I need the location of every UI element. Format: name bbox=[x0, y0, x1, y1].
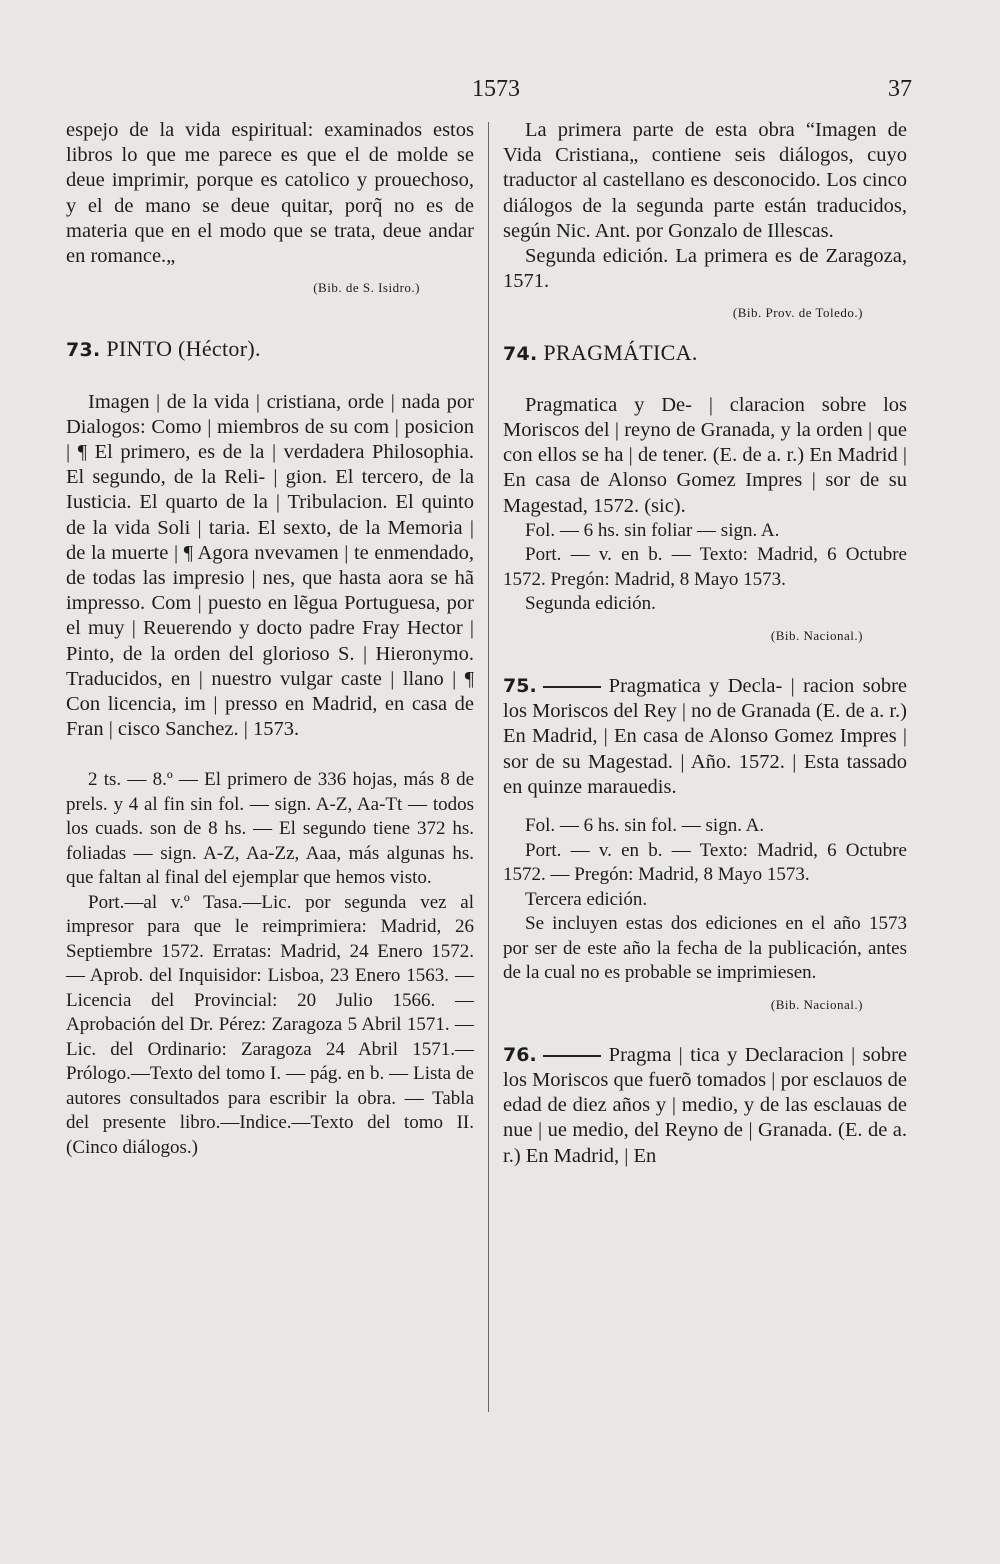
entry-73-description: 2 ts. — 8.º — El primero de 336 hojas, más 8 de prels. y 4 al fin sin fol. — sign. A-Z, Aa-Tt — todos los cuads. son de 8 hs. — El segundo tiene 372 hs. foliadas — sign. A-Z, Aa-Zz, Aaa, más algunas hs. que faltan al final del ejemplar que hemos visto. bbox=[66, 769, 474, 889]
entry-74-source: (Bib. Nacional.) bbox=[770, 627, 863, 643]
entry-74-number: 74. bbox=[503, 342, 538, 365]
entry-74-folio: Fol. — 6 hs. sin foliar — sign. A. bbox=[525, 519, 780, 541]
left-intro-source: (Bib. de S. Isidro.) bbox=[313, 280, 420, 296]
entry-73-title: Imagen | de la vida | cristiana, orde | nada por Dialogos: Como | miembros de su com | posicion | ¶ El primero, es de la | verdadera Philosophia. El segundo, de la Reli- | gion. El tercero, de la Iusticia. El quarto de la | Tribulacion. El quinto de la vida Soli | taria. El sexto, de la Memoria | de la muerte | ¶ Agora nvevamen | te enmendado, de todas las impresio | nes, que hasta aora se hã impresso. Com | puesto en lẽgua Portuguesa, por el muy | Reuerendo y docto padre Fray Hector | Pinto, de la orden del glorioso S. | Hieronymo. Traducidos, en | nuestro vulgar caste | llano | ¶ Con licencia, im | presso en Madrid, en casa de Fran | cisco Sanchez. | 1573. bbox=[66, 390, 474, 741]
entry-75-title: Pragmatica y Decla- | racion sobre los Moriscos del Rey | no de Granada (E. de a. r.) En Madrid, | En casa de Alonso Gomez Impres | sor de su Magestad. | Año. 1572. | Esta tassado en quinze marauedis. bbox=[503, 675, 907, 798]
entry-75-block bbox=[503, 674, 907, 800]
ditto-dash bbox=[543, 686, 601, 688]
entry-73-number: 73. bbox=[66, 339, 101, 362]
entry-76-block bbox=[503, 1043, 907, 1169]
entry-74-heading bbox=[503, 340, 907, 367]
entry-75-folio: Fol. — 6 hs. sin fol. — sign. A. bbox=[525, 815, 765, 837]
right-column bbox=[503, 118, 907, 1169]
ditto-dash bbox=[543, 1055, 601, 1057]
entry-73-heading bbox=[66, 336, 474, 363]
entry-74-subject: PRAGMÁTICA. bbox=[543, 339, 698, 365]
entry-75-contents: Port. — v. en b. — Texto: Madrid, 6 Octubre 1572. — Pregón: Madrid, 8 Mayo 1573. bbox=[503, 839, 907, 886]
entry-75-source: (Bib. Nacional.) bbox=[770, 996, 863, 1012]
page-header bbox=[0, 76, 1000, 106]
entry-73-contents: Port.—al v.º Tasa.—Lic. por segunda vez al impresor para que le reimprimiera: Madrid, 26 Septiembre 1572. Erratas: Madrid, 24 Enero 1572. — Aprob. del Inquisidor: Lisboa, 23 Enero 1563. — Licencia del Provincial: 20 Julio 1566. — Aprobación del Dr. Pérez: Zaragoza 5 Abril 1571. — Lic. del Ordinario: Zaragoza 24 Abril 1571.—Prólogo.—Texto del tomo I. — pág. en b. — Lista de autores consultados para escribir la obra. — Tabla del presente libro.—Indice.—Texto del tomo II. (Cinco diálogos.) bbox=[66, 891, 474, 1158]
left-intro-text: espejo de la vida espiritual: examinados estos libros lo que me parece es que el de molde se deue imprimir, porque es catolico y prouechoso, y el de mano se deue quitar, porq̃ no es de materia que en el modo que se trata, deue andar en romance.„ bbox=[66, 119, 474, 268]
entry-76-number: 76. bbox=[503, 1043, 537, 1066]
right-intro-source: (Bib. Prov. de Toledo.) bbox=[732, 305, 863, 321]
entry-74-edition: Segunda edición. bbox=[525, 593, 656, 615]
entry-74-contents: Port. — v. en b. — Texto: Madrid, 6 Octubre 1572. Pregón: Madrid, 8 Mayo 1573. bbox=[503, 544, 907, 590]
page-number: 37 bbox=[888, 76, 912, 102]
entry-76-title: Pragma | tica y Declaracion | sobre los Moriscos que fuerõ tomados | por esclauos de edad de diez años y | medio, y de las esclauas de nue | ue medio, del Reyno de | Granada. (E. de a. r.) En Madrid, | En bbox=[503, 1043, 907, 1167]
running-year: 1573 bbox=[472, 76, 520, 102]
entry-74-title: Pragmatica y De- | claracion sobre los Moriscos del | reyno de Granada, y la orden | que con ellos se ha | de tener. (E. de a. r.) En Madrid | En casa de Alonso Gomez Impres | sor de su Magestad, 1572. (sic). bbox=[503, 393, 907, 517]
column-divider bbox=[488, 122, 489, 1412]
entry-75-number: 75. bbox=[503, 675, 537, 698]
right-intro-text: La primera parte de esta obra “Imagen de Vida Cristiana„ contiene seis diálogos, cuyo traductor al castellano es desconocido. Los cinco diálogos de la segunda parte están traducidos, según Nic. Ant. por Gonzalo de Illescas. bbox=[503, 119, 907, 242]
entry-75-edition: Tercera edición. bbox=[525, 888, 648, 910]
entry-75-note: Se incluyen estas dos ediciones en el año 1573 por ser de este año la fecha de la publicación, antes de la cual no es probable se imprimiesen. bbox=[503, 913, 907, 984]
left-column bbox=[66, 118, 474, 1160]
right-intro-edition: Segunda edición. La primera es de Zaragoza, 1571. bbox=[503, 245, 907, 293]
entry-73-author: PINTO (Héctor). bbox=[106, 336, 261, 362]
